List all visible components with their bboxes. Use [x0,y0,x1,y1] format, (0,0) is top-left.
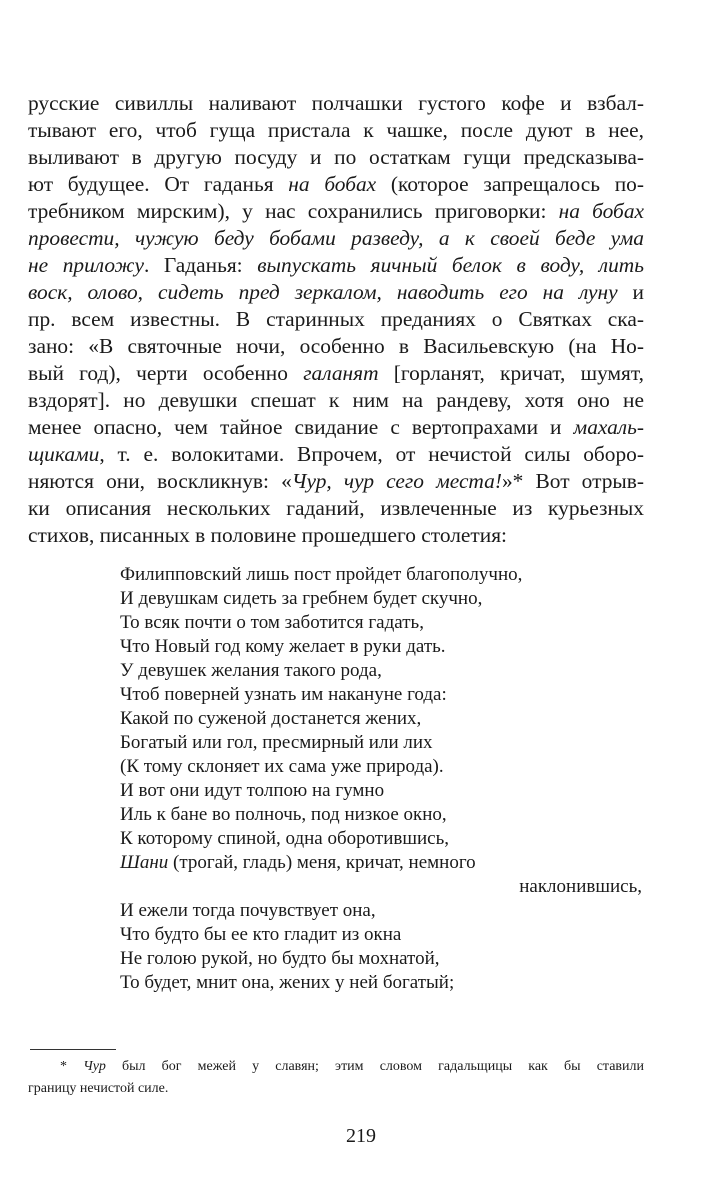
prose-line: выливают в другую посуду и по остаткам гущи предсказыва- [28,145,644,169]
prose-line: воск, олово, сидеть пред зеркалом, наводить его на луну и [28,280,644,304]
verse-line: То будет, мнит она, жених у ней богатый; [120,972,455,993]
footnote-divider [30,1049,116,1050]
prose-line: пр. всем известны. В старинных преданиях о Святках ска- [28,307,644,331]
prose-line: русские сивиллы наливают полчашки густого кофе и взбал- [28,91,644,115]
prose-line: стихов, писанных в половине прошедшего столетия: [28,523,508,547]
verse-line: Что будто бы ее кто гладит из окна [120,924,402,945]
footnote-line: границу нечистой силе. [28,1081,169,1096]
footnote-line: * Чур был бог межей у славян; этим словом гадальщицы как бы ставили [60,1059,644,1074]
prose-line: провести, чужую беду бобами разведу, а к своей беде ума [28,226,644,250]
verse-line: Чтоб поверней узнать им накануне года: [120,684,447,705]
verse-line: Богатый или гол, пресмирный или лих [120,732,433,753]
verse-line: И вот они идут толпою на гумно [120,780,385,801]
prose-line: щиками, т. е. волокитами. Впрочем, от нечистой силы оборо- [28,442,644,466]
prose-line: ют будущее. От гаданья на бобах (которое запрещалось по- [28,172,644,196]
verse-line: Шани (трогай, гладь) меня, кричат, немного [120,852,476,873]
verse-line: Не голою рукой, но будто бы мохнатой, [120,948,440,969]
prose-line: зано: «В святочные ночи, особенно в Васильевскую (на Но- [28,334,644,358]
prose-line: менее опасно, чем тайное свидание с вертопрахами и махаль- [28,415,644,439]
prose-line: вый год), черти особенно галанят [горланят, кричат, шумят, [28,361,644,385]
prose-line: требником мирским), у нас сохранились приговорки: на бобах [28,199,645,223]
verse-line: Филипповский лишь пост пройдет благополучно, [120,564,523,585]
prose-line: ки описания нескольких гаданий, извлеченные из курьезных [28,496,644,520]
prose-line: не приложу. Гаданья: выпускать яичный белок в воду, лить [28,253,644,277]
verse-line: И ежели тогда почувствует она, [120,900,376,921]
verse-line: Что Новый год кому желает в руки дать. [120,636,446,657]
verse-line: У девушек желания такого рода, [120,660,382,681]
page-number: 219 [346,1125,376,1147]
prose-line: тывают его, чтоб гуща пристала к чашке, после дуют в нее, [28,118,644,142]
verse-line: И девушкам сидеть за гребнем будет скучно, [120,588,483,609]
prose-line: вздорят]. но девушки спешат к ним на рандеву, хотя оно не [28,388,644,412]
verse-line-continuation: наклонившись, [519,876,642,897]
verse-line: То всяк почти о том заботится гадать, [120,612,424,633]
verse-line: К которому спиной, одна оборотившись, [120,828,449,849]
verse-line: (К тому склоняет их сама уже природа). [120,756,444,777]
prose-line: няются они, воскликнув: «Чур, чур сего места!»* Вот отрыв- [28,469,644,493]
verse-line: Иль к бане во полночь, под низкое окно, [120,804,447,825]
verse-line: Какой по суженой достанется жених, [120,708,422,729]
